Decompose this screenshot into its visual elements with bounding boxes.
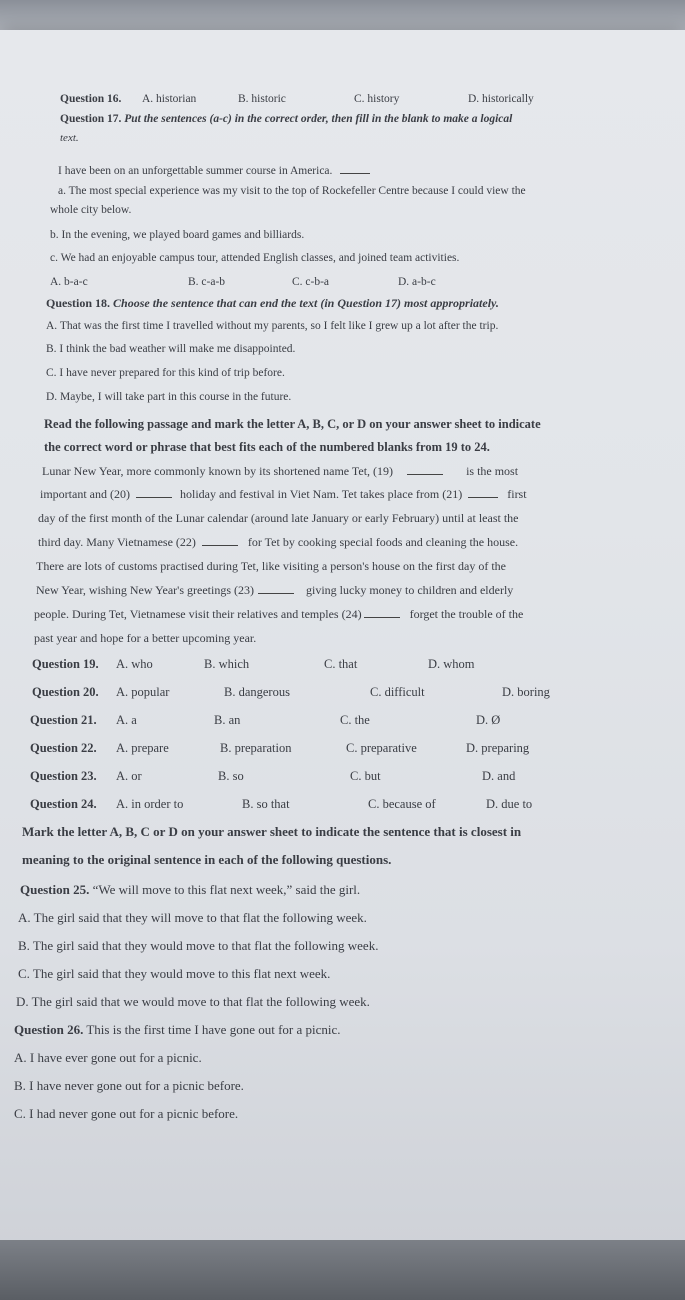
option-b: B. dangerous: [224, 685, 290, 699]
option-d: D. historically: [468, 93, 534, 105]
q18-option-a: A. That was the first time I travelled without my parents, so I felt like I grew up a lot after the trip.: [46, 320, 499, 332]
option-a: A. prepare: [116, 741, 169, 755]
question-label: Question 26.: [14, 1022, 84, 1037]
intro-text: I have been on an unforgettable summer course in America.: [58, 165, 333, 177]
question-label: Question 22.: [30, 741, 97, 755]
question-17-instruction: [60, 113, 512, 125]
option-c: C. c-b-a: [292, 276, 330, 288]
option-c: C. preparative: [346, 741, 417, 755]
blank-21: [468, 487, 498, 498]
passage-text: holiday and festival in Viet Nam. Tet takes place from (21): [179, 487, 463, 501]
blank-20: [136, 487, 172, 498]
blank-23: [258, 583, 294, 594]
q18-option-b: B. I think the bad weather will make me disappointed.: [46, 343, 296, 355]
question-23: [30, 769, 630, 784]
option-a: A. or: [116, 769, 142, 783]
option-a: A. b-a-c: [50, 276, 88, 288]
q17-sentence-a-cont: whole city below.: [50, 204, 132, 216]
passage-line-5: There are lots of customs practised during Tet, like visiting a person's house on the first day of the: [36, 559, 506, 573]
option-a: A. who: [116, 657, 153, 671]
option-d: D. preparing: [466, 741, 530, 755]
question-label: Question 16.: [60, 93, 122, 105]
option-b: B. an: [214, 713, 241, 727]
q25-option-a: A. The girl said that they will move to that flat the following week.: [18, 910, 367, 925]
passage-line-2: [40, 487, 527, 502]
option-b: B. preparation: [220, 741, 292, 755]
option-d: D. a-b-c: [398, 276, 436, 288]
q18-option-d: D. Maybe, I will take part in this course in the future.: [46, 391, 292, 403]
question-label: Question 24.: [30, 797, 97, 811]
question-label: Question 18.: [46, 296, 111, 310]
blank-24: [364, 607, 400, 618]
option-d: D. whom: [428, 657, 475, 671]
worksheet-page: [0, 30, 685, 1245]
section-instruction-cont: meaning to the original sentence in each of the following questions.: [22, 852, 392, 867]
blank-19: [407, 464, 443, 475]
question-label: Question 20.: [32, 685, 99, 699]
answer-blank: [340, 163, 370, 174]
option-d: D. due to: [486, 797, 533, 811]
passage-line-6: [36, 583, 513, 598]
option-a: A. historian: [142, 93, 197, 105]
question-16: [60, 93, 620, 105]
option-c: C. that: [324, 657, 358, 671]
question-22: [30, 741, 630, 756]
question-24: [30, 797, 630, 812]
question-25-stem: [20, 882, 360, 898]
option-b: B. so: [218, 769, 244, 783]
passage-text: Lunar New Year, more commonly known by its shortened name Tet, (19): [42, 464, 394, 478]
option-b: B. c-a-b: [188, 276, 226, 288]
question-label: Question 19.: [32, 657, 99, 671]
question-20: [32, 685, 632, 700]
option-c: C. but: [350, 769, 381, 783]
option-c: C. difficult: [370, 685, 425, 699]
passage-text: important and (20): [40, 487, 130, 501]
option-a: A. popular: [116, 685, 170, 699]
q17-sentence-b: b. In the evening, we played board games and billiards.: [50, 229, 305, 241]
option-c: C. the: [340, 713, 370, 727]
question-label: Question 25.: [20, 882, 90, 897]
option-d: D. boring: [502, 685, 550, 699]
question-26-stem: [14, 1022, 341, 1038]
passage-line-4: [38, 535, 518, 550]
passage-line-8: past year and hope for a better upcoming year.: [34, 631, 257, 645]
option-b: B. so that: [242, 797, 290, 811]
option-c: C. history: [354, 93, 400, 105]
blank-22: [202, 535, 238, 546]
passage-instruction: Read the following passage and mark the letter A, B, C, or D on your answer sheet to indicate: [44, 417, 541, 431]
instruction-text-cont: text.: [60, 132, 79, 144]
passage-line-7: [34, 607, 523, 622]
question-label: Question 17.: [60, 113, 122, 125]
passage-text: New Year, wishing New Year's greetings (23): [36, 583, 254, 597]
passage-text: people. During Tet, Vietnamese visit their relatives and temples (24): [34, 607, 362, 621]
section-instruction: Mark the letter A, B, C or D on your answer sheet to indicate the sentence that is closest in: [22, 824, 522, 839]
q17-sentence-c: c. We had an enjoyable campus tour, attended English classes, and joined team activities.: [50, 252, 460, 264]
q26-option-a: A. I have ever gone out for a picnic.: [14, 1050, 202, 1065]
question-label: Question 21.: [30, 713, 97, 727]
question-21: [30, 713, 630, 728]
passage-line-1: [42, 464, 518, 479]
option-a: A. in order to: [116, 797, 184, 811]
passage-line-3: day of the first month of the Lunar calendar (around late January or early February) until at least the: [38, 511, 519, 525]
q18-option-c: C. I have never prepared for this kind of trip before.: [46, 367, 285, 379]
q25-option-c: C. The girl said that they would move to this flat next week.: [18, 966, 331, 981]
passage-text: for Tet by cooking special foods and cleaning the house.: [247, 535, 519, 549]
option-c: C. because of: [368, 797, 436, 811]
instruction-text: Put the sentences (a-c) in the correct order, then fill in the blank to make a logical: [124, 113, 513, 125]
passage-text: first: [507, 487, 527, 501]
option-b: B. historic: [238, 93, 286, 105]
q17-intro: [58, 163, 372, 177]
passage-text: forget the trouble of the: [409, 607, 524, 621]
question-18-instruction: [46, 296, 499, 311]
q17-sentence-a: a. The most special experience was my visit to the top of Rockefeller Centre because I could view the: [58, 185, 526, 197]
table-surface: [0, 1240, 685, 1300]
option-d: D. and: [482, 769, 516, 783]
option-d: D. Ø: [476, 713, 501, 727]
q25-option-b: B. The girl said that they would move to that flat the following week.: [18, 938, 379, 953]
passage-text: third day. Many Vietnamese (22): [38, 535, 196, 549]
question-label: Question 23.: [30, 769, 97, 783]
q25-option-d: D. The girl said that we would move to that flat the following week.: [16, 994, 370, 1009]
option-b: B. which: [204, 657, 250, 671]
passage-instruction-cont: the correct word or phrase that best fits each of the numbered blanks from 19 to 24.: [44, 440, 490, 454]
question-stem: This is the first time I have gone out for a picnic.: [86, 1022, 341, 1037]
question-stem: “We will move to this flat next week,” said the girl.: [92, 882, 361, 897]
passage-text: is the most: [466, 464, 519, 478]
q26-option-c: C. I had never gone out for a picnic before.: [14, 1106, 239, 1121]
passage-text: giving lucky money to children and elderly: [306, 583, 514, 597]
option-a: A. a: [116, 713, 137, 727]
question-19: [32, 657, 632, 672]
q26-option-b: B. I have never gone out for a picnic before.: [14, 1078, 244, 1093]
instruction-text: Choose the sentence that can end the text (in Question 17) most appropriately.: [113, 296, 499, 310]
